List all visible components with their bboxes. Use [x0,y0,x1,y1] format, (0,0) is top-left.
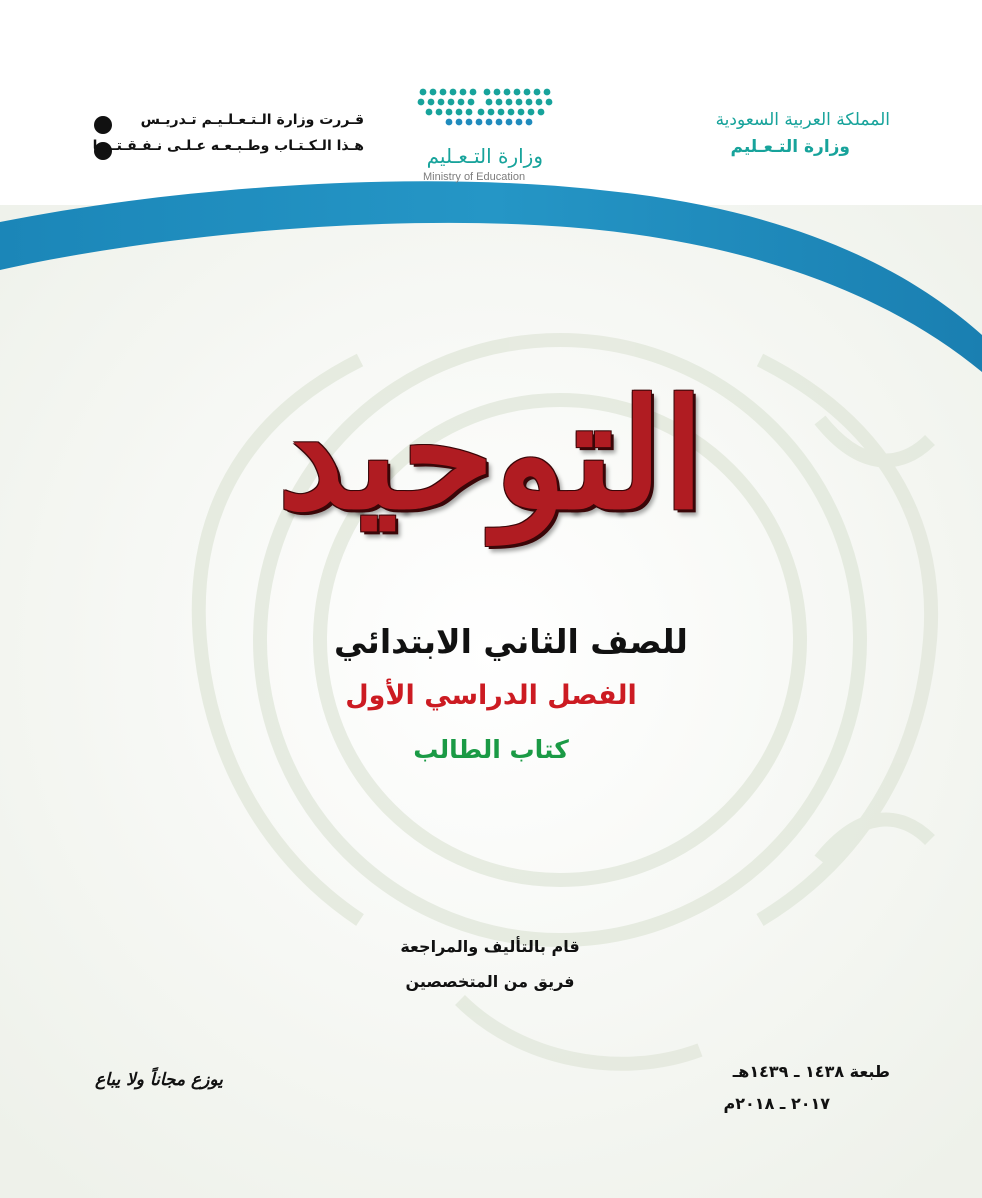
kingdom-name: المملكة العربية السعودية [715,110,890,130]
logo-ministry-arabic: وزارة التـعـليم [426,144,543,168]
ministry-logo [415,82,555,186]
title-block [0,355,982,585]
book-type: كتاب الطالب [413,735,569,764]
edition-hijri: طبعة ١٤٣٨ ـ ١٤٣٩هـ [732,1062,890,1081]
grade-level: للصف الثاني الابتدائي [334,622,688,661]
bullet-icon [94,116,112,134]
ministry-logo-dots-icon [415,82,555,142]
semester: الفصل الدراسي الأول [345,680,637,711]
statement-line-2: هـذا الـكـتـاب وطـبـعـه عـلـى نـفـقـتـهـا [92,138,364,154]
logo-ministry-english: Ministry of Education [423,171,526,183]
edition-gregorian: ٢٠١٧ ـ ٢٠١٨م [723,1094,830,1113]
book-title: التوحيد [277,367,705,543]
ministry-approval-statement [90,112,380,164]
authored-by-label: قام بالتأليف والمراجعة [400,937,580,956]
free-distribution-note: يوزع مجاناً ولا يباع [95,1070,223,1090]
author-team: فريق من المتخصصين [405,972,575,991]
ministry-name: وزارة التـعـليم [730,137,850,157]
statement-line-1: قـررت وزارة الـتـعـلـيـم تـدريـس [140,112,364,128]
